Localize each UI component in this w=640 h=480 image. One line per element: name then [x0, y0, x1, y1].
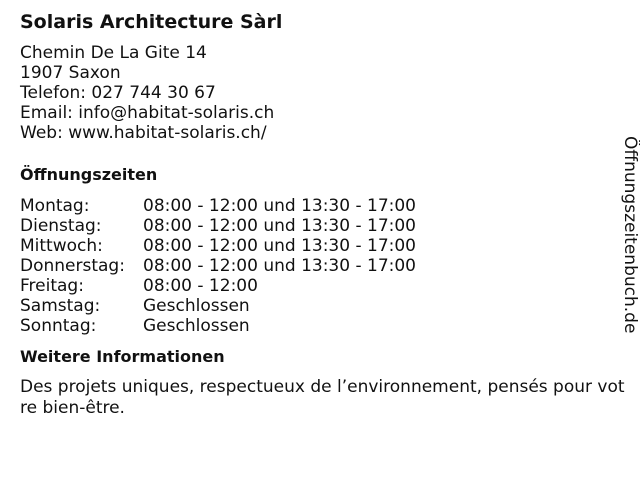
- hours-row-wednesday: [20, 236, 416, 256]
- hours-time: 08:00 - 12:00 und 13:30 - 17:00: [143, 236, 416, 256]
- address-street: Chemin De La Gite 14: [20, 43, 207, 63]
- address-block: [20, 43, 630, 143]
- hours-row-friday: [20, 276, 416, 296]
- hours-day: Mittwoch:: [20, 236, 103, 256]
- more-info-text: Des projets uniques, respectueux de l’environnement, pensés pour votre bien-être.: [20, 377, 625, 418]
- hours-day: Montag:: [20, 196, 90, 216]
- hours-row-saturday: [20, 296, 416, 316]
- opening-hours-heading: Öffnungszeiten: [20, 165, 158, 184]
- address-city: 1907 Saxon: [20, 63, 121, 83]
- opening-hours-table: [20, 196, 416, 336]
- hours-day: Samstag:: [20, 296, 101, 316]
- email-line: Email: info@habitat-solaris.ch: [20, 103, 275, 123]
- hours-day: Donnerstag:: [20, 256, 125, 276]
- more-info-heading: Weitere Informationen: [20, 347, 225, 366]
- hours-row-thursday: [20, 256, 416, 276]
- hours-time: Geschlossen: [143, 316, 250, 336]
- hours-time: Geschlossen: [143, 296, 250, 316]
- hours-time: 08:00 - 12:00: [143, 276, 258, 296]
- business-card: [20, 10, 630, 419]
- hours-row-tuesday: [20, 216, 416, 236]
- hours-day: Freitag:: [20, 276, 84, 296]
- hours-time: 08:00 - 12:00 und 13:30 - 17:00: [143, 256, 416, 276]
- hours-time: 08:00 - 12:00 und 13:30 - 17:00: [143, 196, 416, 216]
- hours-row-sunday: [20, 316, 416, 336]
- site-brand-vertical: Öffnungszeitenbuch.de: [620, 136, 640, 334]
- hours-day: Sonntag:: [20, 316, 97, 336]
- phone-line: Telefon: 027 744 30 67: [20, 83, 216, 103]
- company-name: Solaris Architecture Sàrl: [20, 11, 283, 33]
- hours-day: Dienstag:: [20, 216, 102, 236]
- web-line: Web: www.habitat-solaris.ch/: [20, 123, 267, 143]
- hours-row-monday: [20, 196, 416, 216]
- hours-time: 08:00 - 12:00 und 13:30 - 17:00: [143, 216, 416, 236]
